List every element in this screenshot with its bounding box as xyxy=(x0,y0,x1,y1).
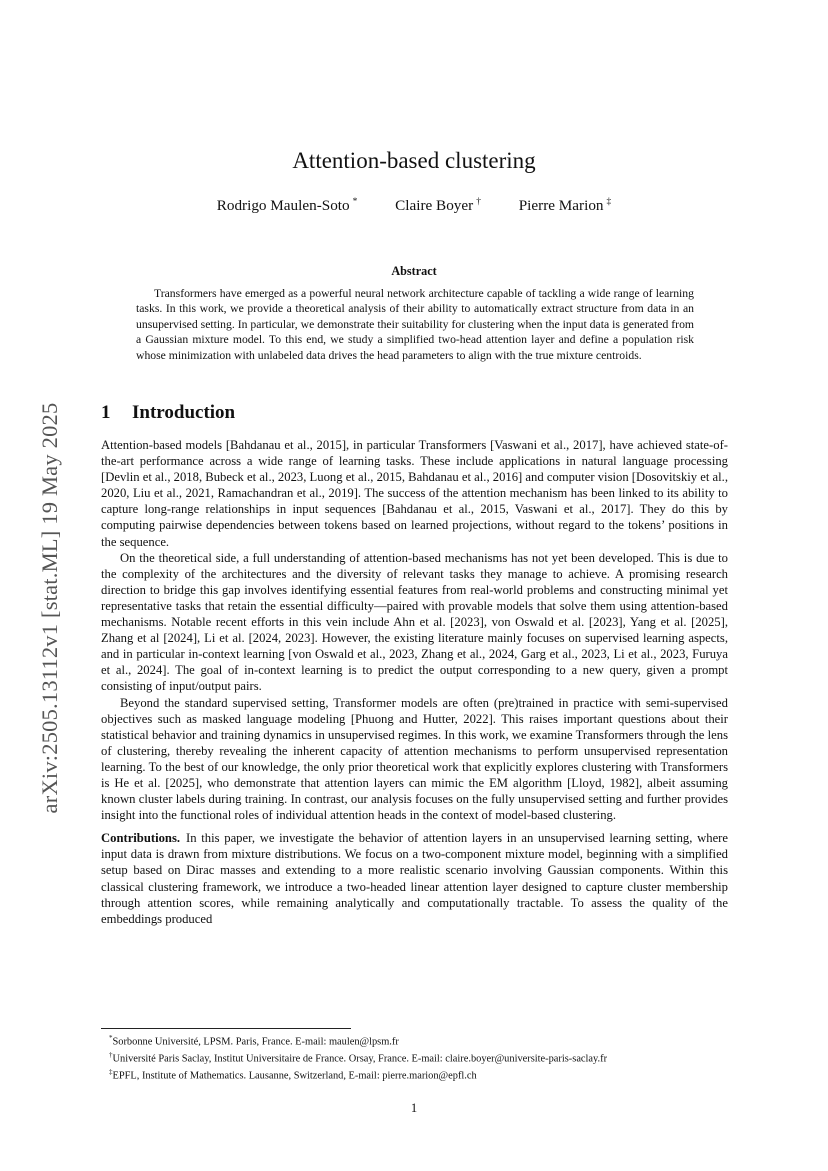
author-affiliation-mark: * xyxy=(352,197,358,207)
footnote-text: Université Paris Saclay, Institut Universitaire de France. Orsay, France. E-mail: claire.boyer@universite-paris-saclay.fr xyxy=(112,1053,608,1065)
author-affiliation-mark: † xyxy=(476,197,481,207)
paragraph: On the theoretical side, a full understanding of attention-based mechanisms has not yet been developed. This is due to the complexity of the architectures and the diversity of relevant tasks they manage to achieve. A promising research direction to bridge this gap involves identifying essential features from real-world problems and constructing minimal yet representative tasks that retain the essential difficulty—paired with provable models that solve them using attention-based mechanisms. Notable recent efforts in this vein include Ahn et al. [2023], von Oswald et al. [2023], Yang et al. [2025], Zhang et al [2024], Li et al. [2024, 2023]. However, the existing literature mainly focuses on supervised learning aspects, and in particular in-context learning [von Oswald et al., 2023, Zhang et al., 2024, Garg et al., 2023, Li et al., 2023, Furuya et al., 2024]. The goal of in-context learning is to predict the output corresponding to a new query, given a prompt consisting of input/output pairs. xyxy=(101,550,728,694)
footnote-rule xyxy=(101,1028,351,1029)
footnote-text: EPFL, Institute of Mathematics. Lausanne, Switzerland, E-mail: pierre.marion@epfl.ch xyxy=(112,1070,477,1082)
paragraph: Beyond the standard supervised setting, Transformer models are often (pre)trained in practice with semi-supervised objectives such as masked language modeling [Phuong and Hutter, 2022]. This raises important questions about their statistical behavior and training dynamics in unsupervised regimes. In this work, we examine Transformers through the lens of clustering, thereby revealing the inherent capacity of attention mechanisms to perform unsupervised representation learning. To the best of our knowledge, the only prior theoretical work that explicitly explores clustering with Transformers is He et al. [2025], who demonstrate that attention layers can mimic the EM algorithm [Lloyd, 1982], albeit assuming known cluster labels during training. In contrast, our analysis focuses on the fully unsupervised setting and further provides insight into the functional roles of individual attention heads in the context of model-based clustering. xyxy=(101,695,728,823)
contributions-paragraph xyxy=(101,830,728,927)
paragraph: Attention-based models [Bahdanau et al., 2015], in particular Transformers [Vaswani et al., 2017], have achieved state-of-the-art performance across a wide range of learning tasks. These include applications in natural language processing [Devlin et al., 2018, Bubeck et al., 2023, Luong et al., 2015, Bahdanau et al., 2016] and computer vision [Dosovitskiy et al., 2020, Liu et al., 2021, Ramachandran et al., 2019]. The success of the attention mechanism has been linked to its ability to capture long-range relationships in input sequences [Bahdanau et al., 2015, Vaswani et al., 2017]. They do this by computing pairwise dependencies between tokens based on learned projections, without regard to the tokens’ positions in the sequence. xyxy=(101,438,728,549)
footnote-text: Sorbonne Université, LPSM. Paris, France. E-mail: maulen@lpsm.fr xyxy=(112,1036,399,1048)
contributions-label: Contributions. xyxy=(101,831,181,846)
footnote xyxy=(101,1049,741,1066)
section-number: 1 xyxy=(101,402,111,423)
footnote xyxy=(101,1032,741,1049)
author-1 xyxy=(217,197,358,215)
author-3 xyxy=(519,197,612,215)
body-text xyxy=(101,437,728,927)
author-list xyxy=(0,197,828,215)
arxiv-identifier-text: arXiv:2505.13112v1 [stat.ML] 19 May 2025 xyxy=(37,402,62,813)
abstract-heading: Abstract xyxy=(391,264,437,278)
arxiv-identifier xyxy=(36,345,64,870)
contributions-text: In this paper, we investigate the behavior of attention layers in an unsupervised learning setting, where input data is drawn from mixture distributions. We focus on a two-component mixture model, beginning with a simplified setup based on Dirac masses and extending to a more realistic scenario involving Gaussian components. Within this classical clustering framework, we introduce a two-headed linear attention layer designed to capture cluster membership through attention scores, while remaining analytically and computationally tractable. To assess the quality of the embeddings produced xyxy=(101,831,728,926)
section-heading xyxy=(101,402,235,424)
footnote xyxy=(101,1066,741,1083)
author-name: Claire Boyer xyxy=(395,197,474,215)
page-number: 1 xyxy=(410,1101,418,1115)
footnote-mark: ‡ xyxy=(109,1068,113,1077)
author-affiliation-mark: ‡ xyxy=(606,197,612,207)
paper-title: Attention-based clustering xyxy=(292,148,536,173)
author-name: Pierre Marion xyxy=(518,197,604,215)
footnote-mark: † xyxy=(109,1051,113,1060)
section-title: Introduction xyxy=(132,402,236,423)
footnotes xyxy=(101,1032,741,1083)
abstract-text: Transformers have emerged as a powerful neural network architecture capable of tackling a wide range of learning tasks. In this work, we provide a theoretical analysis of their ability to automatically extract structure from data in an unsupervised setting. In particular, we demonstrate their suitability for clustering when the input data is generated from a Gaussian mixture model. To this end, we study a simplified two-head attention layer and define a population risk whose minimization with unlabeled data drives the head parameters to align with the true mixture centroids. xyxy=(136,287,694,362)
author-2 xyxy=(395,197,481,215)
author-name: Rodrigo Maulen-Soto xyxy=(216,197,350,215)
footnote-mark: * xyxy=(109,1034,113,1042)
